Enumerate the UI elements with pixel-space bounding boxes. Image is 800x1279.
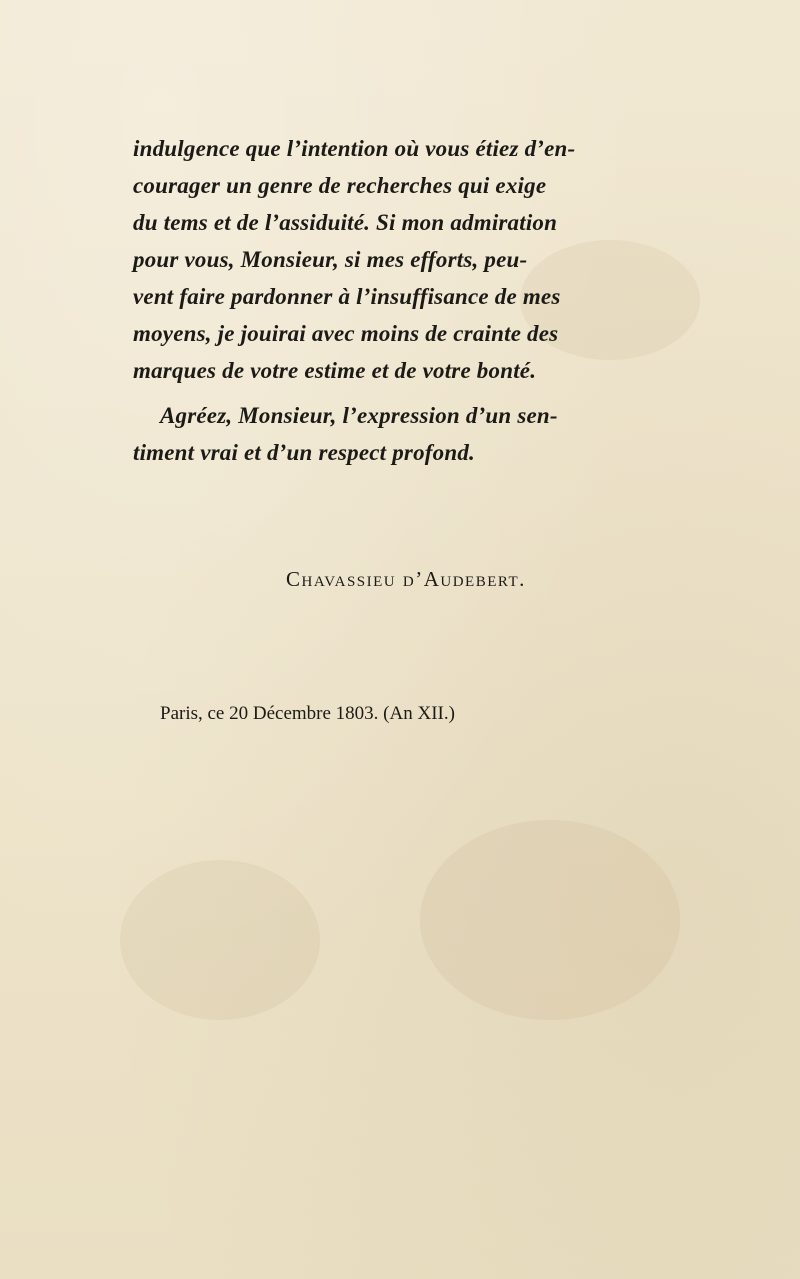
body-line: indulgence que l’intention où vous étiez d’en- bbox=[133, 136, 576, 161]
body-line: pour vous, Monsieur, si mes efforts, peu- bbox=[133, 247, 528, 272]
body-line: du tems et de l’assiduité. Si mon admiration bbox=[133, 210, 558, 235]
paper-stain bbox=[420, 820, 680, 1020]
body-line: courager un genre de recherches qui exige bbox=[133, 173, 547, 198]
body-line: moyens, je jouirai avec moins de crainte des bbox=[133, 321, 559, 346]
paper-stain bbox=[120, 860, 320, 1020]
body-line: vent faire pardonner à l’insuffisance de mes bbox=[133, 284, 561, 309]
body-line: marques de votre estime et de votre bonté. bbox=[133, 358, 537, 383]
closing-line: Agréez, Monsieur, l’expression d’un sen- bbox=[160, 403, 558, 428]
signature: Chavassieu d’Audebert. bbox=[286, 567, 526, 591]
date-line: Paris, ce 20 Décembre 1803. (An XII.) bbox=[160, 703, 455, 724]
letter-body bbox=[133, 130, 718, 471]
closing-line: timent vrai et d’un respect profond. bbox=[133, 440, 475, 465]
